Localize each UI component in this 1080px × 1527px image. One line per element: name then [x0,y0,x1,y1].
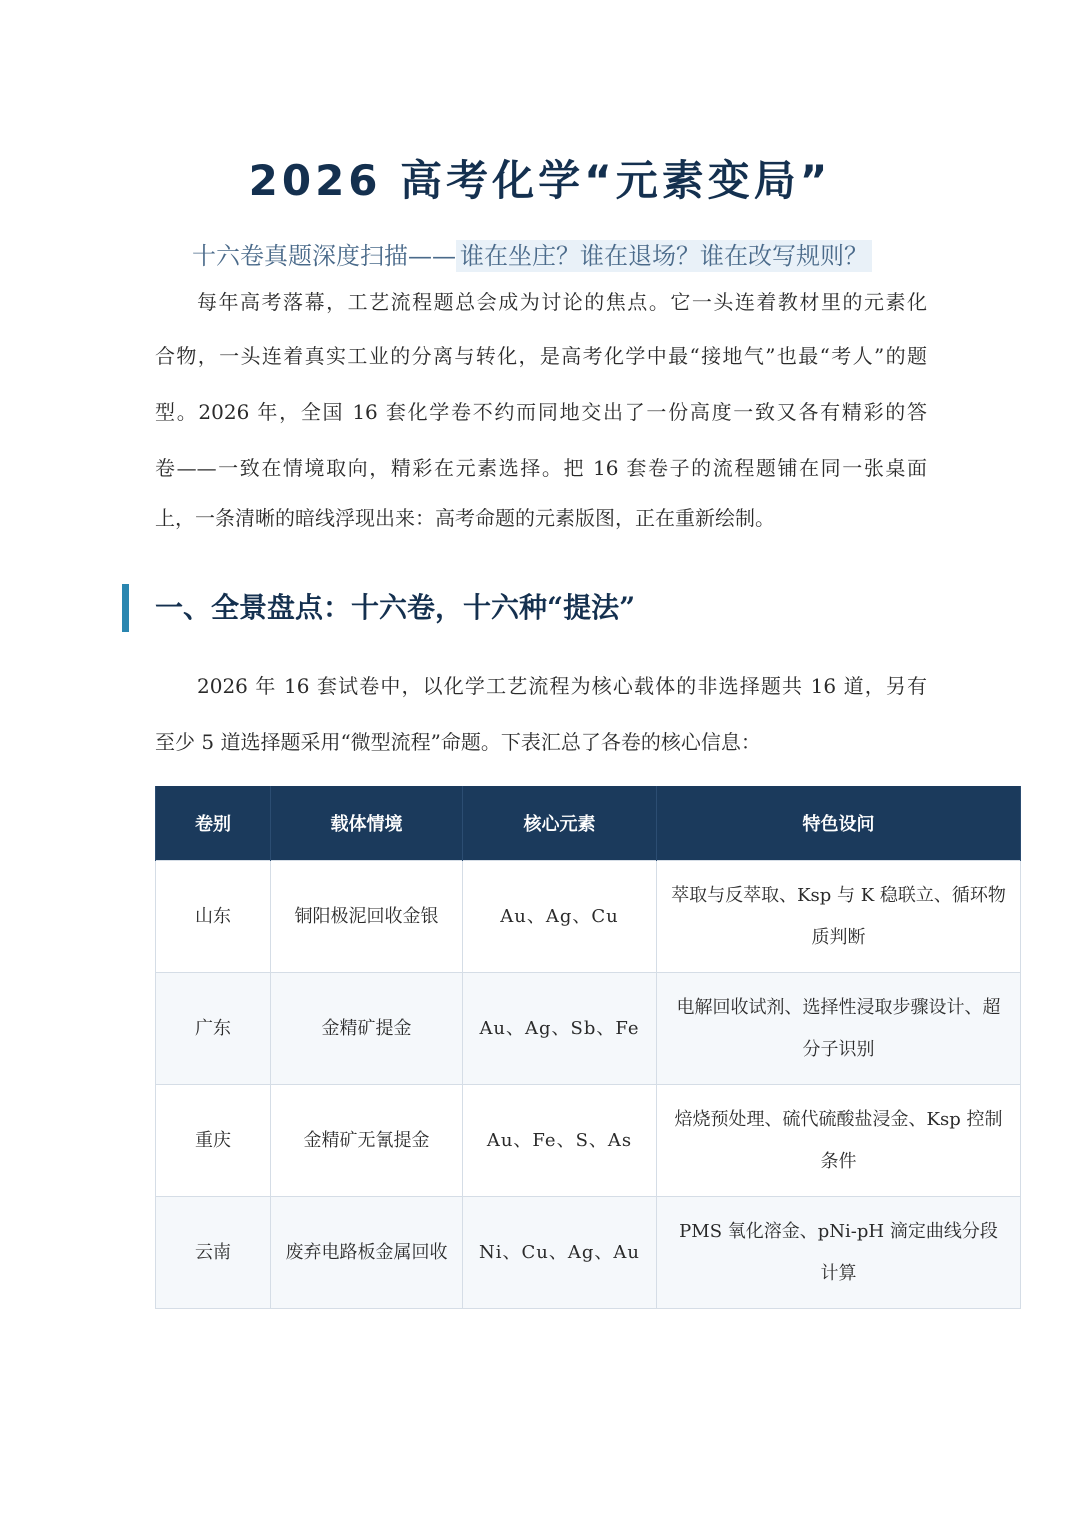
cell-elements: Au、Ag、Cu [463,861,657,973]
column-header-paper: 卷别 [156,786,271,861]
table-row [156,1085,1021,1197]
cell-paper: 广东 [156,973,271,1085]
cell-features: PMS 氧化溶金、pNi-pH 滴定曲线分段计算 [657,1197,1021,1309]
section-accent-bar [122,584,129,632]
table-row [156,973,1021,1085]
column-header-elements: 核心元素 [463,786,657,861]
column-header-context: 载体情境 [271,786,463,861]
cell-paper: 山东 [156,861,271,973]
summary-table [155,786,1021,1309]
document-title: 2026 高考化学“元素变局” [248,156,832,205]
table-header-row [156,786,1021,861]
cell-features: 焙烧预处理、硫代硫酸盐浸金、Ksp 控制条件 [657,1085,1021,1197]
section-line: 2026 年 16 套试卷中，以化学工艺流程为核心载体的非选择题共 16 道，另有 [197,674,927,698]
cell-paper: 云南 [156,1197,271,1309]
intro-line: 合物，一头连着真实工业的分离与转化，是高考化学中最“接地气”也最“考人”的题 [155,344,927,368]
summary-table-wrapper [155,786,1020,1309]
intro-line: 型。2026 年，全国 16 套化学卷不约而同地交出了一份高度一致又各有精彩的答 [155,400,927,424]
cell-elements: Au、Ag、Sb、Fe [463,973,657,1085]
intro-line: 卷——一致在情境取向，精彩在元素选择。把 16 套卷子的流程题铺在同一张桌面 [155,456,927,480]
cell-paper: 重庆 [156,1085,271,1197]
cell-context: 铜阳极泥回收金银 [271,861,463,973]
subtitle-plain: 十六卷真题深度扫描—— [192,242,456,270]
subtitle-highlight: 谁在坐庄？谁在退场？谁在改写规则？ [456,240,872,272]
cell-context: 金精矿无氰提金 [271,1085,463,1197]
cell-elements: Au、Fe、S、As [463,1085,657,1197]
cell-context: 金精矿提金 [271,973,463,1085]
intro-line: 每年高考落幕，工艺流程题总会成为讨论的焦点。它一头连着教材里的元素化 [197,290,927,314]
document-subtitle [192,236,872,271]
column-header-features: 特色设问 [657,786,1021,861]
section-line: 至少 5 道选择题采用“微型流程”命题。下表汇总了各卷的核心信息： [155,730,761,754]
table-row [156,1197,1021,1309]
cell-context: 废弃电路板金属回收 [271,1197,463,1309]
cell-features: 萃取与反萃取、Ksp 与 K 稳联立、循环物质判断 [657,861,1021,973]
cell-elements: Ni、Cu、Ag、Au [463,1197,657,1309]
cell-features: 电解回收试剂、选择性浸取步骤设计、超分子识别 [657,973,1021,1085]
intro-line: 上，一条清晰的暗线浮现出来：高考命题的元素版图，正在重新绘制。 [155,506,775,530]
section-heading: 一、全景盘点：十六卷，十六种“提法” [155,591,636,624]
table-row [156,861,1021,973]
